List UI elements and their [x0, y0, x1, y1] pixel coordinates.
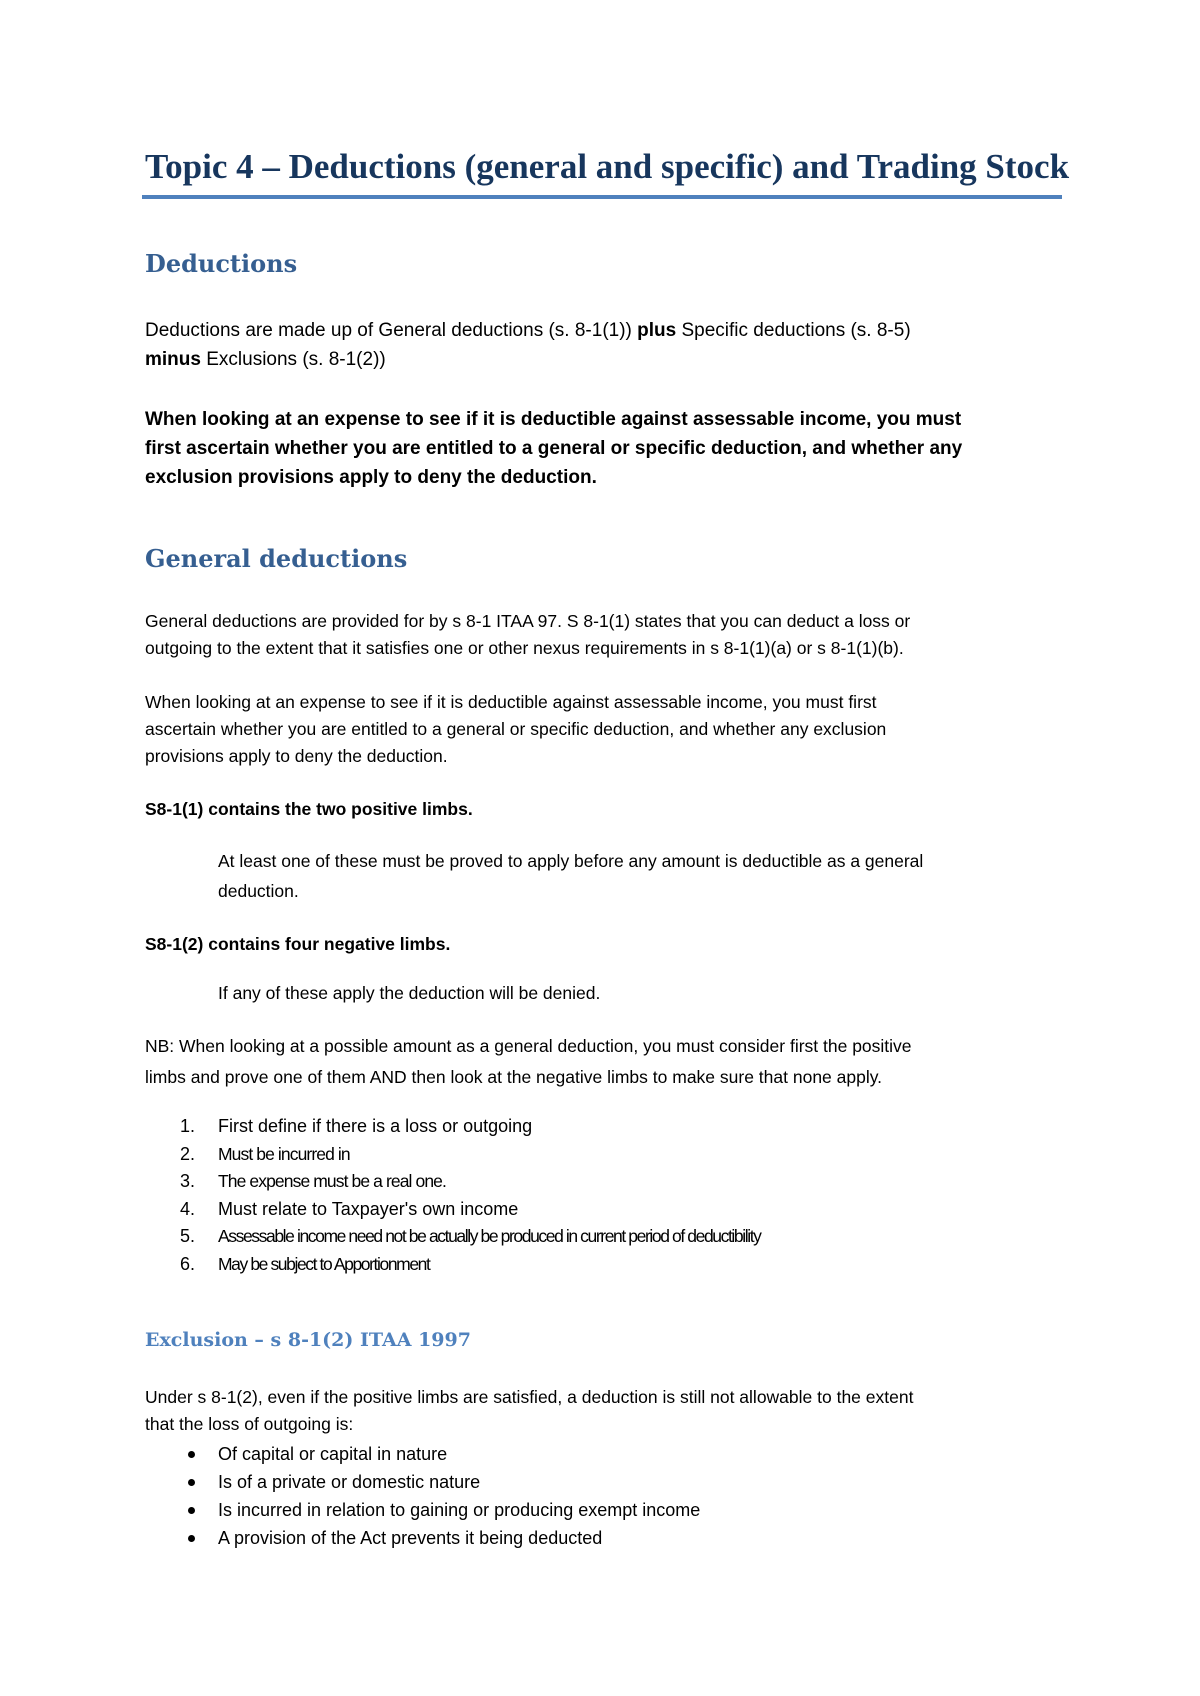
general-deduction-steps: [180, 1113, 1060, 1278]
list-text: The expense must be a real one.: [218, 1171, 446, 1191]
paragraph-line: deduction.: [218, 881, 299, 901]
text-span: Specific deductions (s. 8-5): [676, 320, 911, 341]
list-text: Must be incurred in: [218, 1143, 350, 1164]
exclusion-intro: [145, 1384, 1065, 1438]
bullet-text: Is incurred in relation to gaining or producing exempt income: [218, 1500, 701, 1520]
paragraph-line: NB: When looking at a possible amount as a general deduction, you must consider first the positive: [145, 1036, 912, 1056]
paragraph-line: At least one of these must be proved to apply before any amount is deductible as a general: [218, 851, 924, 871]
deductions-definition-line-2: [145, 345, 1065, 374]
negative-limbs-text: If any of these apply the deduction will be denied.: [218, 983, 601, 1003]
list-number: 2.: [180, 1143, 196, 1164]
document-title: Topic 4 – Deductions (general and specific) and Trading Stock: [145, 147, 1070, 186]
list-number: 1.: [180, 1116, 196, 1136]
paragraph-line: exclusion provisions apply to deny the deduction.: [145, 467, 597, 488]
list-number: 5.: [180, 1226, 196, 1246]
title-underline: [142, 195, 1062, 199]
paragraph-line: outgoing to the extent that it satisfies one or other nexus requirements in s 8-1(1)(a) or s 8-1(1)(b).: [145, 638, 904, 658]
list-text: First define if there is a loss or outgoing: [218, 1116, 533, 1136]
exclusion-bullets: [180, 1440, 1060, 1552]
positive-limbs-text: [218, 846, 1138, 906]
plus-keyword: plus: [637, 320, 677, 341]
deductions-expense-paragraph: [145, 405, 1065, 492]
bullet-item: [180, 1496, 1060, 1524]
text-span: Exclusions (s. 8-1(2)): [200, 349, 386, 370]
list-text: May be subject to Apportionment: [218, 1253, 430, 1274]
list-item: [180, 1168, 1060, 1196]
bullet-item: [180, 1524, 1060, 1552]
deductions-definition-line-1: [145, 316, 1065, 345]
paragraph-line: General deductions are provided for by s 8-1 ITAA 97. S 8-1(1) states that you can deduct a loss or: [145, 611, 911, 631]
list-number: 3.: [180, 1171, 196, 1191]
bullet-icon: [188, 1535, 195, 1542]
negative-limbs-heading: S8-1(2) contains four negative limbs.: [145, 934, 451, 954]
list-item: [180, 1251, 1060, 1279]
list-item: [180, 1196, 1060, 1224]
positive-limbs-heading: S8-1(1) contains the two positive limbs.: [145, 799, 473, 819]
bullet-text: A provision of the Act prevents it being deducted: [218, 1528, 603, 1548]
bullet-text: Of capital or capital in nature: [218, 1444, 448, 1464]
paragraph-line: first ascertain whether you are entitled to a general or specific deduction, and whether any: [145, 438, 963, 459]
bullet-icon: [188, 1479, 195, 1486]
list-item: [180, 1223, 1060, 1251]
paragraph-line: provisions apply to deny the deduction.: [145, 746, 448, 766]
heading-exclusion: Exclusion – s 8-1(2) ITAA 1997: [145, 1329, 471, 1351]
general-deductions-intro: [145, 608, 1065, 662]
list-item: [180, 1113, 1060, 1141]
paragraph-line: limbs and prove one of them AND then look at the negative limbs to make sure that none apply.: [145, 1067, 883, 1087]
bullet-icon: [188, 1507, 195, 1514]
general-deductions-expense-paragraph: [145, 689, 1065, 770]
list-item: [180, 1141, 1060, 1169]
paragraph-line: ascertain whether you are entitled to a general or specific deduction, and whether any exclusion: [145, 719, 887, 739]
deductions-definition: [145, 316, 1065, 374]
paragraph-line: that the loss of outgoing is:: [145, 1414, 354, 1434]
paragraph-line: When looking at an expense to see if it is deductible against assessable income, you must first: [145, 692, 877, 712]
bullet-item: [180, 1440, 1060, 1468]
heading-deductions: Deductions: [145, 249, 298, 278]
bullet-item: [180, 1468, 1060, 1496]
paragraph-line: Under s 8-1(2), even if the positive limbs are satisfied, a deduction is still not allowable to the extent: [145, 1387, 914, 1407]
paragraph-line: When looking at an expense to see if it is deductible against assessable income, you must: [145, 409, 962, 430]
list-number: 6.: [180, 1253, 196, 1274]
list-text: Must relate to Taxpayer's own income: [218, 1198, 519, 1219]
heading-general-deductions: General deductions: [145, 544, 408, 573]
text-span: Deductions are made up of General deductions (s. 8-1(1)): [145, 320, 638, 341]
nb-note: [145, 1031, 1065, 1093]
list-number: 4.: [180, 1198, 196, 1219]
bullet-text: Is of a private or domestic nature: [218, 1472, 481, 1492]
minus-keyword: minus: [145, 349, 201, 370]
list-text: Assessable income need not be actually be produced in current period of deductibility: [218, 1226, 761, 1246]
bullet-icon: [188, 1451, 195, 1458]
